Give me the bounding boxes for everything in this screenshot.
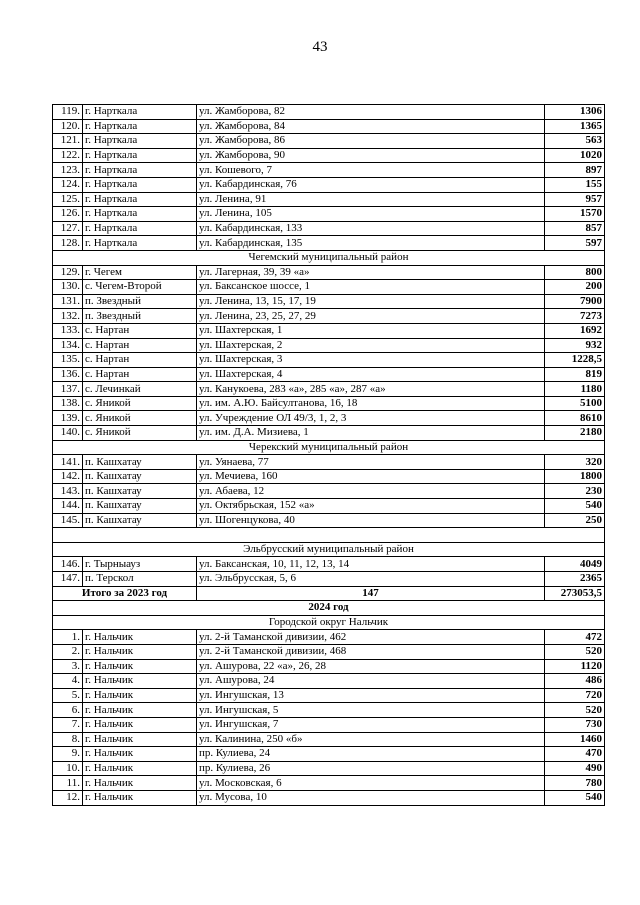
row-number-cell: 127. bbox=[53, 221, 83, 236]
address-cell: ул. Мусова, 10 bbox=[197, 790, 545, 805]
address-cell: ул. Шахтерская, 4 bbox=[197, 367, 545, 382]
total-label-cell: Итого за 2023 год bbox=[53, 586, 197, 601]
value-cell: 4049 bbox=[545, 557, 605, 572]
row-number-cell: 146. bbox=[53, 557, 83, 572]
locality-cell: г. Нальчик bbox=[83, 688, 197, 703]
locality-cell: г. Чегем bbox=[83, 265, 197, 280]
row-number-cell: 2. bbox=[53, 644, 83, 659]
address-cell: ул. Ашурова, 22 «а», 26, 28 bbox=[197, 659, 545, 674]
locality-cell: г. Нальчик bbox=[83, 747, 197, 762]
table-row bbox=[53, 455, 605, 470]
address-cell: ул. им. Д.А. Мизиева, 1 bbox=[197, 426, 545, 441]
row-number-cell: 3. bbox=[53, 659, 83, 674]
address-cell: ул. Шахтерская, 1 bbox=[197, 323, 545, 338]
locality-cell: п. Кашхатау bbox=[83, 513, 197, 528]
row-number-cell: 12. bbox=[53, 790, 83, 805]
locality-cell: г. Нарткала bbox=[83, 119, 197, 134]
locality-cell: г. Нарткала bbox=[83, 148, 197, 163]
table-row bbox=[53, 338, 605, 353]
table-row bbox=[53, 119, 605, 134]
row-number-cell: 7. bbox=[53, 717, 83, 732]
section-header-row bbox=[53, 250, 605, 265]
address-cell: ул. Жамборова, 90 bbox=[197, 148, 545, 163]
locality-cell: г. Нальчик bbox=[83, 717, 197, 732]
row-number-cell: 141. bbox=[53, 455, 83, 470]
value-cell: 1365 bbox=[545, 119, 605, 134]
value-cell: 819 bbox=[545, 367, 605, 382]
table-row bbox=[53, 148, 605, 163]
row-number-cell: 10. bbox=[53, 761, 83, 776]
row-number-cell: 11. bbox=[53, 776, 83, 791]
locality-cell: с. Яникой bbox=[83, 411, 197, 426]
section-header-cell: Чегемский муниципальный район bbox=[53, 250, 605, 265]
table-row bbox=[53, 659, 605, 674]
row-number-cell: 9. bbox=[53, 747, 83, 762]
row-number-cell: 8. bbox=[53, 732, 83, 747]
row-number-cell: 4. bbox=[53, 674, 83, 689]
value-cell: 957 bbox=[545, 192, 605, 207]
table-row bbox=[53, 265, 605, 280]
value-cell: 520 bbox=[545, 703, 605, 718]
value-cell: 486 bbox=[545, 674, 605, 689]
address-cell: ул. Шогенцукова, 40 bbox=[197, 513, 545, 528]
address-cell: ул. Жамборова, 86 bbox=[197, 134, 545, 149]
value-cell: 932 bbox=[545, 338, 605, 353]
value-cell: 230 bbox=[545, 484, 605, 499]
locality-cell: г. Нальчик bbox=[83, 776, 197, 791]
address-cell: ул. Жамборова, 84 bbox=[197, 119, 545, 134]
address-cell: ул. Эльбрусская, 5, 6 bbox=[197, 572, 545, 587]
row-number-cell: 132. bbox=[53, 309, 83, 324]
locality-cell: г. Нальчик bbox=[83, 674, 197, 689]
row-number-cell: 140. bbox=[53, 426, 83, 441]
table-row bbox=[53, 105, 605, 120]
locality-cell: с. Нартан bbox=[83, 353, 197, 368]
address-cell: пр. Кулиева, 26 bbox=[197, 761, 545, 776]
locality-cell: г. Нальчик bbox=[83, 703, 197, 718]
row-number-cell: 136. bbox=[53, 367, 83, 382]
locality-cell: с. Лечинкай bbox=[83, 382, 197, 397]
table-row bbox=[53, 396, 605, 411]
row-number-cell: 123. bbox=[53, 163, 83, 178]
value-cell: 470 bbox=[545, 747, 605, 762]
locality-cell: с. Яникой bbox=[83, 396, 197, 411]
value-cell: 7273 bbox=[545, 309, 605, 324]
locality-cell: п. Кашхатау bbox=[83, 455, 197, 470]
value-cell: 5100 bbox=[545, 396, 605, 411]
locality-cell: г. Нарткала bbox=[83, 221, 197, 236]
address-cell: ул. Октябрьская, 152 «а» bbox=[197, 499, 545, 514]
locality-cell: г. Нальчик bbox=[83, 630, 197, 645]
table-row bbox=[53, 323, 605, 338]
address-cell: ул. Лагерная, 39, 39 «а» bbox=[197, 265, 545, 280]
value-cell: 540 bbox=[545, 499, 605, 514]
table-row bbox=[53, 717, 605, 732]
table-row bbox=[53, 630, 605, 645]
section-header-row bbox=[53, 440, 605, 455]
value-cell: 8610 bbox=[545, 411, 605, 426]
total-row bbox=[53, 586, 605, 601]
value-cell: 1570 bbox=[545, 207, 605, 222]
table-row bbox=[53, 761, 605, 776]
locality-cell: г. Нарткала bbox=[83, 134, 197, 149]
row-number-cell: 135. bbox=[53, 353, 83, 368]
value-cell: 1180 bbox=[545, 382, 605, 397]
table-row bbox=[53, 353, 605, 368]
row-number-cell: 129. bbox=[53, 265, 83, 280]
page-number: 43 bbox=[312, 39, 328, 55]
address-cell: ул. Кабардинская, 76 bbox=[197, 177, 545, 192]
address-cell: ул. Уянаева, 77 bbox=[197, 455, 545, 470]
locality-cell: п. Кашхатау bbox=[83, 499, 197, 514]
value-cell: 720 bbox=[545, 688, 605, 703]
address-cell: ул. Ленина, 105 bbox=[197, 207, 545, 222]
row-number-cell: 124. bbox=[53, 177, 83, 192]
row-number-cell: 131. bbox=[53, 294, 83, 309]
blank-row bbox=[53, 528, 605, 543]
value-cell: 250 bbox=[545, 513, 605, 528]
row-number-cell: 143. bbox=[53, 484, 83, 499]
locality-cell: г. Нарткала bbox=[83, 192, 197, 207]
table-row bbox=[53, 309, 605, 324]
table-row bbox=[53, 776, 605, 791]
registry-table-body bbox=[53, 105, 605, 806]
value-cell: 1306 bbox=[545, 105, 605, 120]
row-number-cell: 125. bbox=[53, 192, 83, 207]
locality-cell: г. Тырныауз bbox=[83, 557, 197, 572]
table-row bbox=[53, 426, 605, 441]
locality-cell: г. Нарткала bbox=[83, 163, 197, 178]
locality-cell: с. Яникой bbox=[83, 426, 197, 441]
table-row bbox=[53, 134, 605, 149]
address-cell: ул. Ингушская, 7 bbox=[197, 717, 545, 732]
value-cell: 1020 bbox=[545, 148, 605, 163]
registry-table bbox=[52, 104, 605, 806]
address-cell: ул. Калинина, 250 «б» bbox=[197, 732, 545, 747]
address-cell: ул. Баксанская, 10, 11, 12, 13, 14 bbox=[197, 557, 545, 572]
locality-cell: с. Чегем-Второй bbox=[83, 280, 197, 295]
table-row bbox=[53, 572, 605, 587]
value-cell: 1228,5 bbox=[545, 353, 605, 368]
locality-cell: г. Нарткала bbox=[83, 177, 197, 192]
table-row bbox=[53, 236, 605, 251]
row-number-cell: 121. bbox=[53, 134, 83, 149]
address-cell: ул. Московская, 6 bbox=[197, 776, 545, 791]
value-cell: 2180 bbox=[545, 426, 605, 441]
address-cell: ул. Шахтерская, 2 bbox=[197, 338, 545, 353]
address-cell: ул. Ингушская, 13 bbox=[197, 688, 545, 703]
table-row bbox=[53, 469, 605, 484]
address-cell: ул. Мечиева, 160 bbox=[197, 469, 545, 484]
address-cell: ул. им. А.Ю. Байсултанова, 16, 18 bbox=[197, 396, 545, 411]
address-cell: ул. Шахтерская, 3 bbox=[197, 353, 545, 368]
table-row bbox=[53, 382, 605, 397]
table-row bbox=[53, 207, 605, 222]
row-number-cell: 134. bbox=[53, 338, 83, 353]
table-row bbox=[53, 484, 605, 499]
row-number-cell: 142. bbox=[53, 469, 83, 484]
locality-cell: п. Звездный bbox=[83, 294, 197, 309]
blank-cell bbox=[53, 528, 605, 543]
address-cell: ул. Кабардинская, 135 bbox=[197, 236, 545, 251]
value-cell: 897 bbox=[545, 163, 605, 178]
value-cell: 1692 bbox=[545, 323, 605, 338]
value-cell: 540 bbox=[545, 790, 605, 805]
value-cell: 520 bbox=[545, 644, 605, 659]
address-cell: ул. Абаева, 12 bbox=[197, 484, 545, 499]
locality-cell: г. Нальчик bbox=[83, 659, 197, 674]
locality-cell: г. Нальчик bbox=[83, 644, 197, 659]
row-number-cell: 133. bbox=[53, 323, 83, 338]
table-row bbox=[53, 177, 605, 192]
value-cell: 597 bbox=[545, 236, 605, 251]
address-cell: ул. Кабардинская, 133 bbox=[197, 221, 545, 236]
value-cell: 7900 bbox=[545, 294, 605, 309]
row-number-cell: 6. bbox=[53, 703, 83, 718]
row-number-cell: 126. bbox=[53, 207, 83, 222]
address-cell: пр. Кулиева, 24 bbox=[197, 747, 545, 762]
row-number-cell: 120. bbox=[53, 119, 83, 134]
value-cell: 200 bbox=[545, 280, 605, 295]
row-number-cell: 130. bbox=[53, 280, 83, 295]
address-cell: ул. Ленина, 23, 25, 27, 29 bbox=[197, 309, 545, 324]
address-cell: ул. Канукоева, 283 «а», 285 «а», 287 «а» bbox=[197, 382, 545, 397]
section-header-cell: Черекский муниципальный район bbox=[53, 440, 605, 455]
locality-cell: п. Терскол bbox=[83, 572, 197, 587]
table-row bbox=[53, 411, 605, 426]
section-header-cell: Эльбрусский муниципальный район bbox=[53, 542, 605, 557]
row-number-cell: 139. bbox=[53, 411, 83, 426]
row-number-cell: 128. bbox=[53, 236, 83, 251]
row-number-cell: 144. bbox=[53, 499, 83, 514]
locality-cell: с. Нартан bbox=[83, 367, 197, 382]
value-cell: 800 bbox=[545, 265, 605, 280]
value-cell: 563 bbox=[545, 134, 605, 149]
value-cell: 490 bbox=[545, 761, 605, 776]
address-cell: ул. 2-й Таманской дивизии, 462 bbox=[197, 630, 545, 645]
section-header-row bbox=[53, 615, 605, 630]
address-cell: ул. Ингушская, 5 bbox=[197, 703, 545, 718]
row-number-cell: 1. bbox=[53, 630, 83, 645]
address-cell: ул. Ленина, 13, 15, 17, 19 bbox=[197, 294, 545, 309]
row-number-cell: 147. bbox=[53, 572, 83, 587]
locality-cell: г. Нальчик bbox=[83, 732, 197, 747]
table-row bbox=[53, 513, 605, 528]
address-cell: ул. Баксанское шоссе, 1 bbox=[197, 280, 545, 295]
table-row bbox=[53, 163, 605, 178]
row-number-cell: 5. bbox=[53, 688, 83, 703]
table-row bbox=[53, 688, 605, 703]
table-row bbox=[53, 644, 605, 659]
table-row bbox=[53, 294, 605, 309]
table-row bbox=[53, 280, 605, 295]
table-row bbox=[53, 499, 605, 514]
locality-cell: г. Нарткала bbox=[83, 236, 197, 251]
value-cell: 857 bbox=[545, 221, 605, 236]
value-cell: 155 bbox=[545, 177, 605, 192]
row-number-cell: 145. bbox=[53, 513, 83, 528]
row-number-cell: 138. bbox=[53, 396, 83, 411]
locality-cell: г. Нарткала bbox=[83, 105, 197, 120]
value-cell: 1460 bbox=[545, 732, 605, 747]
value-cell: 1800 bbox=[545, 469, 605, 484]
locality-cell: г. Нарткала bbox=[83, 207, 197, 222]
row-number-cell: 137. bbox=[53, 382, 83, 397]
locality-cell: г. Нальчик bbox=[83, 761, 197, 776]
address-cell: ул. Учреждение ОЛ 49/3, 1, 2, 3 bbox=[197, 411, 545, 426]
year-header-row bbox=[53, 601, 605, 616]
table-row bbox=[53, 674, 605, 689]
address-cell: ул. Жамборова, 82 bbox=[197, 105, 545, 120]
table-row bbox=[53, 192, 605, 207]
row-number-cell: 119. bbox=[53, 105, 83, 120]
locality-cell: с. Нартан bbox=[83, 323, 197, 338]
table-row bbox=[53, 732, 605, 747]
value-cell: 472 bbox=[545, 630, 605, 645]
table-row bbox=[53, 557, 605, 572]
year-header-cell: 2024 год bbox=[53, 601, 605, 616]
address-cell: ул. Ашурова, 24 bbox=[197, 674, 545, 689]
address-cell: ул. Кошевого, 7 bbox=[197, 163, 545, 178]
value-cell: 1120 bbox=[545, 659, 605, 674]
value-cell: 780 bbox=[545, 776, 605, 791]
section-header-cell: Городской округ Нальчик bbox=[53, 615, 605, 630]
table-row bbox=[53, 221, 605, 236]
table-row bbox=[53, 747, 605, 762]
locality-cell: п. Кашхатау bbox=[83, 484, 197, 499]
value-cell: 320 bbox=[545, 455, 605, 470]
table-row bbox=[53, 790, 605, 805]
locality-cell: с. Нартан bbox=[83, 338, 197, 353]
table-row bbox=[53, 367, 605, 382]
total-count-cell: 147 bbox=[197, 586, 545, 601]
locality-cell: п. Кашхатау bbox=[83, 469, 197, 484]
table-row bbox=[53, 703, 605, 718]
row-number-cell: 122. bbox=[53, 148, 83, 163]
value-cell: 2365 bbox=[545, 572, 605, 587]
value-cell: 730 bbox=[545, 717, 605, 732]
address-cell: ул. 2-й Таманской дивизии, 468 bbox=[197, 644, 545, 659]
locality-cell: п. Звездный bbox=[83, 309, 197, 324]
section-header-row bbox=[53, 542, 605, 557]
total-sum-cell: 273053,5 bbox=[545, 586, 605, 601]
locality-cell: г. Нальчик bbox=[83, 790, 197, 805]
address-cell: ул. Ленина, 91 bbox=[197, 192, 545, 207]
